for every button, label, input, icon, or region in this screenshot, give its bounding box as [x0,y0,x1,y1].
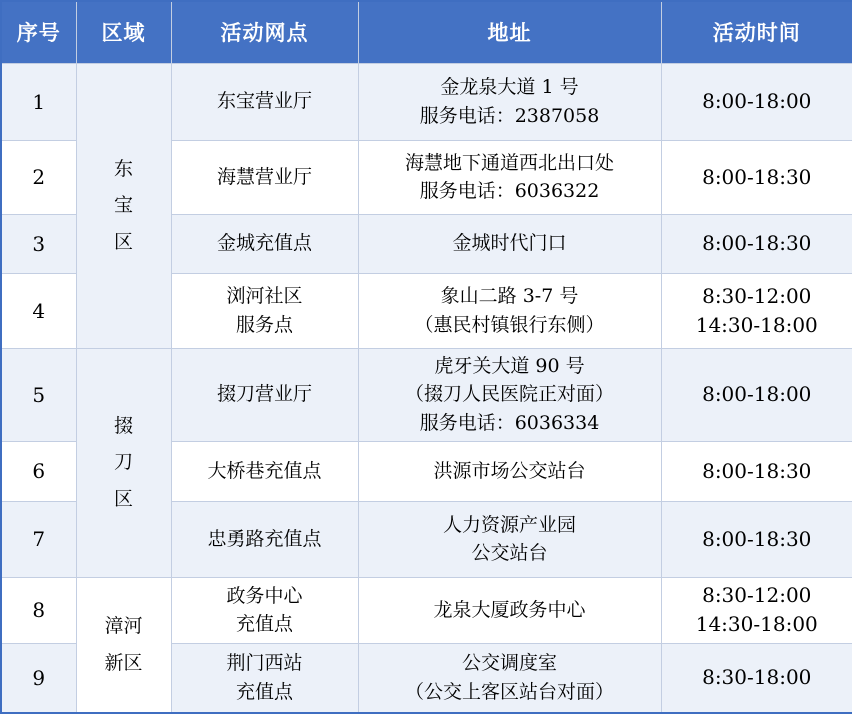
header-cell-time: 活动时间 [661,1,852,63]
row-number: 8 [1,577,76,643]
address-line: 洪源市场公交站台 [433,459,586,482]
time-line: 8:00-18:30 [702,458,812,483]
network-line: 政务中心 [226,584,303,607]
header-cell-network: 活动网点 [171,1,358,63]
network-line: 浏河社区 [226,285,303,307]
address-line: 虎牙关大道 90 号 [434,354,585,377]
address-cell [358,441,661,501]
network-line: 服务点 [235,313,293,336]
address-cell [358,214,661,273]
time-line: 8:00-18:30 [702,526,812,551]
header-cell-region: 区域 [76,1,171,63]
network-cell [171,441,358,501]
network-cell [171,63,358,140]
network-line: 海慧营业厅 [216,165,312,188]
region-cell-dongbao [76,63,171,348]
address-line: 服务电话：2387058 [419,104,600,127]
time-line: 14:30-18:00 [695,612,818,636]
time-line: 8:30-12:00 [702,283,812,308]
network-cell [171,501,358,577]
region-line: 东 [113,157,133,180]
network-line: 金城充值点 [216,232,312,255]
time-cell [661,140,852,214]
row-number: 2 [1,140,76,214]
address-cell [358,577,661,643]
address-cell [358,501,661,577]
address-cell [358,348,661,441]
address-cell [358,140,661,214]
address-line: 龙泉大厦政务中心 [433,598,586,621]
network-line: 充值点 [235,613,293,635]
address-cell [358,643,661,713]
network-line: 荆门西站 [226,652,303,675]
time-line: 8:00-18:30 [702,164,812,189]
time-line: 8:00-18:00 [702,382,812,406]
address-line: 海慧地下通道西北出口处 [404,151,614,174]
table-row-8 [1,577,852,643]
network-line: 忠勇路充值点 [207,527,322,550]
time-line: 8:30-12:00 [702,583,812,607]
row-number: 9 [1,643,76,713]
row-number: 6 [1,441,76,501]
time-line: 8:00-18:30 [702,231,812,255]
region-cell-zhanghe [76,577,171,713]
address-line: 服务电话：6036334 [419,411,600,434]
table-row-1 [1,63,852,140]
address-cell [358,273,661,348]
region-cell-duodao [76,348,171,577]
row-number: 4 [1,273,76,348]
time-cell [661,273,852,348]
table-row-5 [1,348,852,441]
time-cell [661,441,852,501]
row-number: 3 [1,214,76,273]
time-cell [661,643,852,713]
region-line: 刀 [113,451,133,474]
network-cell [171,577,358,643]
time-cell [661,214,852,273]
network-cell [171,273,358,348]
address-line: 象山二路 3-7 号 [440,285,579,307]
header-cell-number: 序号 [1,1,76,63]
header-cell-address: 地址 [358,1,661,63]
address-line: 人力资源产业园 [442,513,576,536]
time-line: 14:30-18:00 [695,312,818,337]
row-number: 7 [1,501,76,577]
region-line: 宝 [113,194,133,217]
region-line: 掇 [113,414,133,437]
network-line: 充值点 [235,680,293,703]
address-line: 公交调度室 [461,652,557,675]
address-line: 服务电话：6036322 [419,180,600,202]
address-line: 公交站台 [471,542,548,564]
time-cell [661,348,852,441]
address-cell [358,63,661,140]
network-line: 东宝营业厅 [216,90,312,113]
region-line: 新区 [104,651,143,674]
network-cell [171,348,358,441]
address-line: 金城时代门口 [452,232,567,255]
time-cell [661,63,852,140]
time-line: 8:30-18:00 [702,665,812,690]
network-line: 大桥巷充值点 [207,459,322,482]
network-cell [171,643,358,713]
time-line: 8:00-18:00 [702,89,812,113]
network-cell [171,140,358,214]
row-number: 1 [1,63,76,140]
region-line: 区 [113,487,133,510]
region-line: 区 [113,230,133,253]
address-line: （惠民村镇银行东侧） [414,313,605,336]
address-line: （公交上客区站台对面） [404,680,614,703]
region-line: 漳河 [104,615,143,638]
network-cell [171,214,358,273]
network-line: 掇刀营业厅 [216,383,312,406]
row-number: 5 [1,348,76,441]
address-line: （掇刀人民医院正对面） [404,383,614,406]
time-cell [661,577,852,643]
header-row [1,1,852,63]
address-line: 金龙泉大道 1 号 [440,76,579,98]
time-cell [661,501,852,577]
